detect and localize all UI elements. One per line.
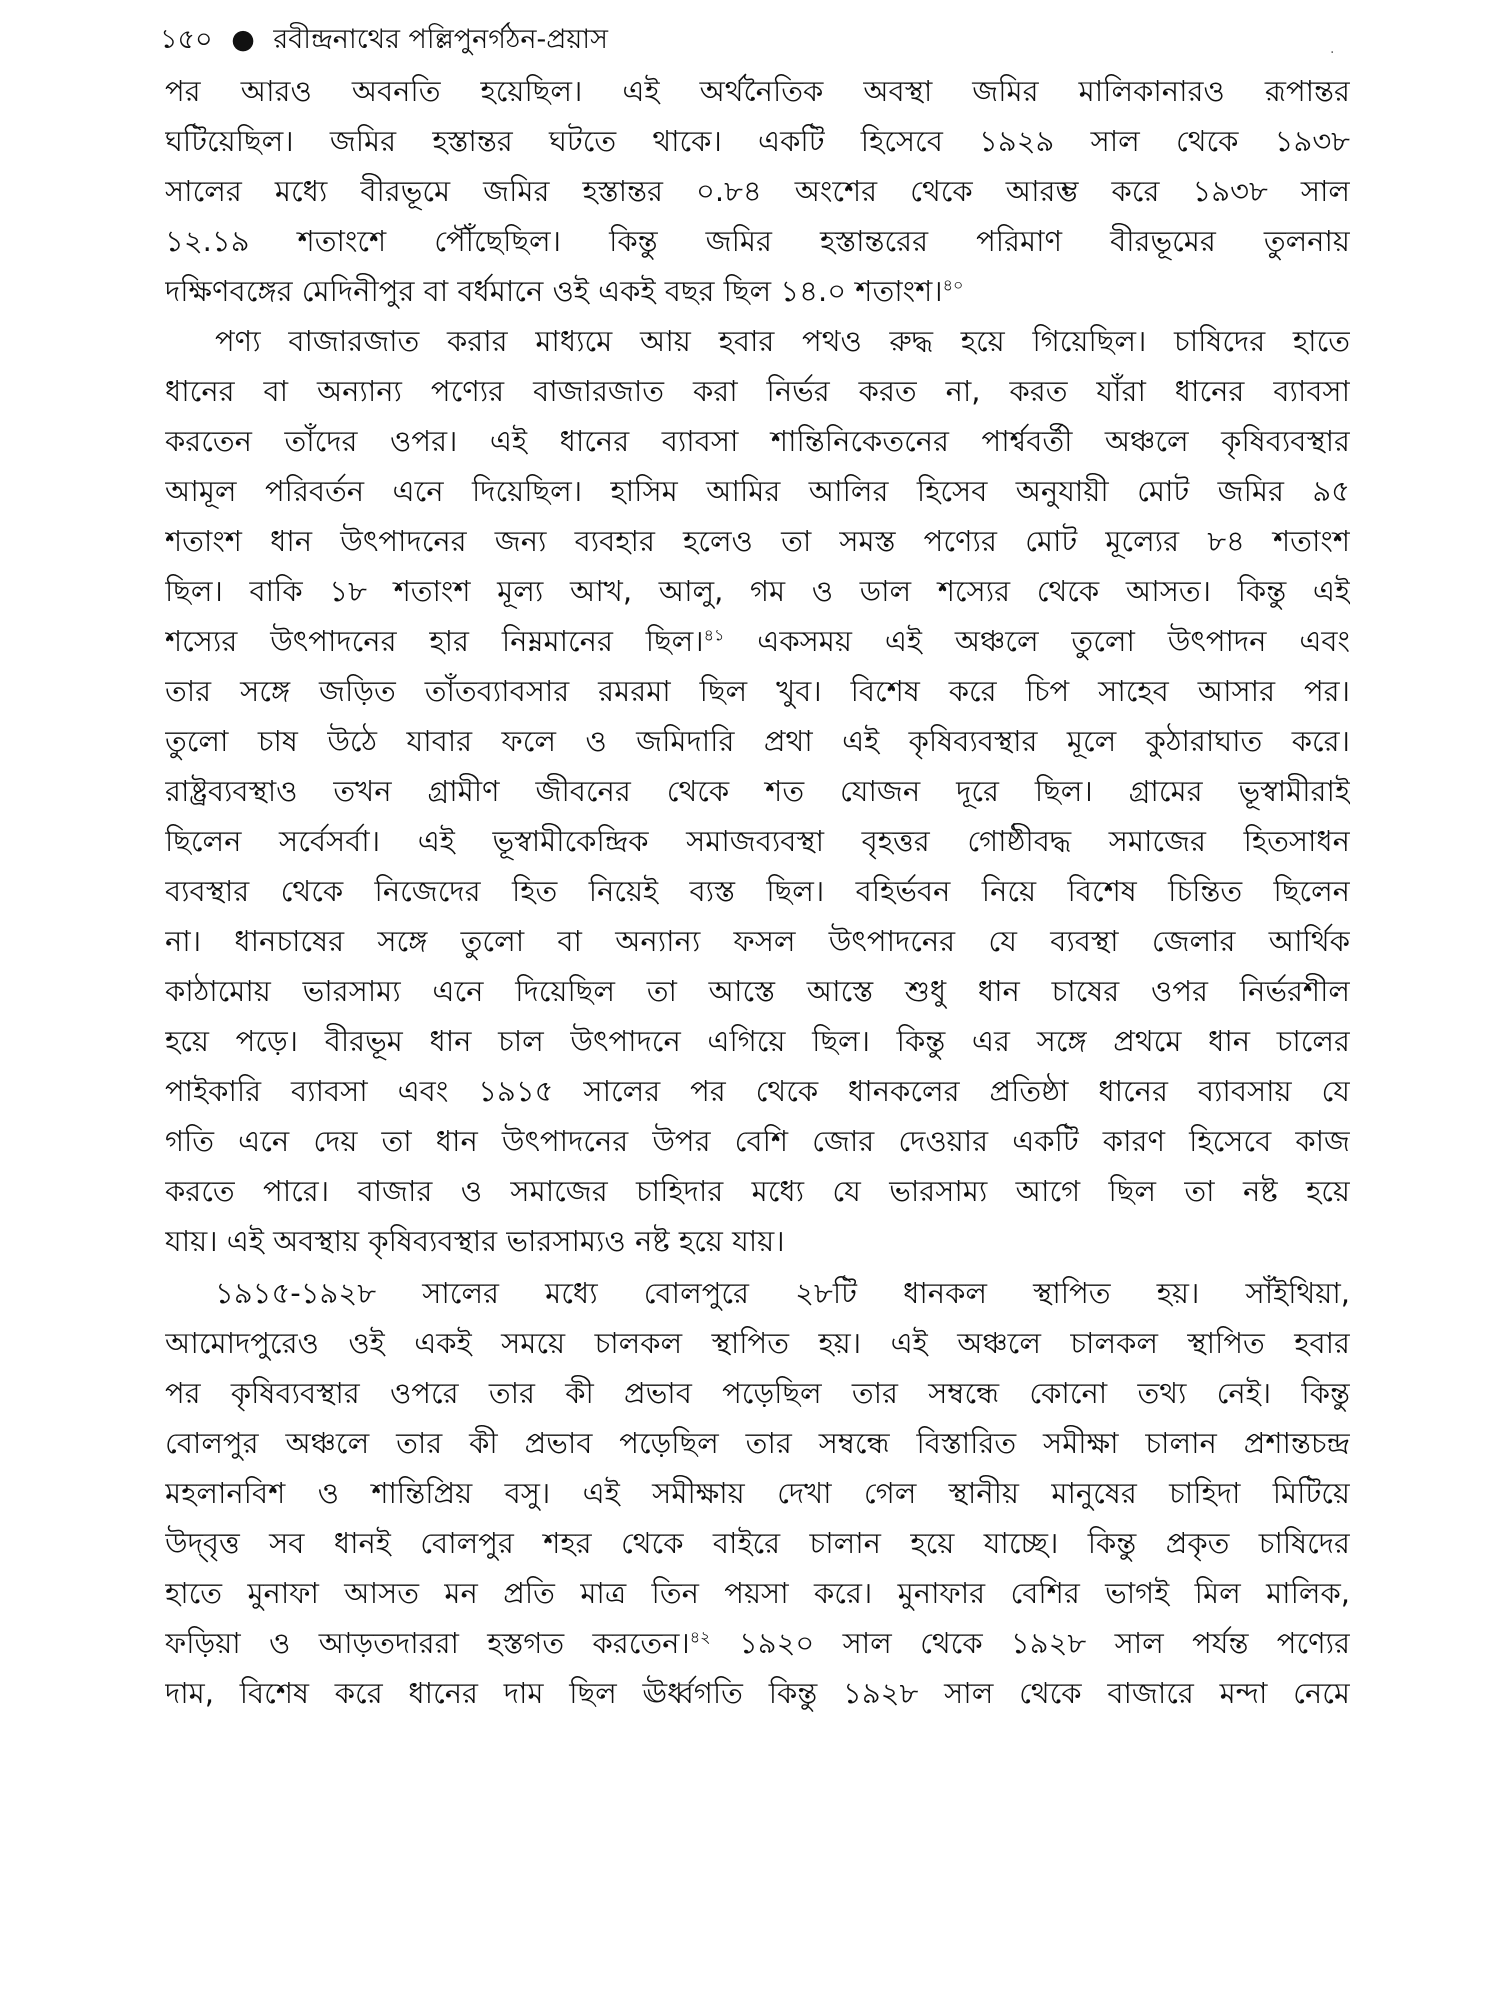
text-line: যায়। এই অবস্থায় কৃষিব্যবস্থার ভারসাম্যও নষ্ট হয়ে যায়।	[165, 1224, 785, 1258]
text-line: রাষ্ট্রব্যবস্থাও তখন গ্রামীণ জীবনের থেকে শত যোজন দূরে ছিল। গ্রামের ভূস্বামীরাই	[165, 774, 1350, 808]
text-line: ফড়িয়া ও আড়তদাররা হস্তগত করতেন।$^{৪২}$ ১৯২০ সাল থেকে ১৯২৮ সাল পর্যন্ত পণ্যের	[165, 1626, 1350, 1660]
text-line: পর কৃষিব্যবস্থার ওপরে তার কী প্রভাব পড়েছিল তার সম্বন্ধে কোনো তথ্য নেই। কিন্তু	[165, 1376, 1350, 1410]
text-line: কাঠামোয় ভারসাম্য এনে দিয়েছিল তা আস্তে আস্তে শুধু ধান চাষের ওপর নির্ভরশীল	[165, 974, 1350, 1008]
page-number: ১৫০	[160, 24, 213, 55]
text-line: পর আরও অবনতি হয়েছিল। এই অর্থনৈতিক অবস্থা জমির মালিকানারও রূপান্তর	[165, 74, 1350, 108]
text-line: বোলপুর অঞ্চলে তার কী প্রভাব পড়েছিল তার সম্বন্ধে বিস্তারিত সমীক্ষা চালান প্রশান্তচন্দ্র	[165, 1426, 1350, 1460]
text-line: হয়ে পড়ে। বীরভূম ধান চাল উৎপাদনে এগিয়ে ছিল। কিন্তু এর সঙ্গে প্রথমে ধান চালের	[165, 1024, 1350, 1058]
text-line: ১২.১৯ শতাংশে পৌঁছেছিল। কিন্তু জমির হস্তান্তরের পরিমাণ বীরভূমের তুলনায়	[165, 224, 1350, 258]
text-line: আমূল পরিবর্তন এনে দিয়েছিল। হাসিম আমির আলির হিসেব অনুযায়ী মোট জমির ৯৫	[165, 474, 1350, 508]
text-line: দক্ষিণবঙ্গের মেদিনীপুর বা বর্ধমানে ওই একই বছর ছিল ১৪.০ শতাংশ।$^{৪০}$	[165, 274, 964, 308]
footnote-ref: ৪১	[703, 625, 725, 645]
text-line: তার সঙ্গে জড়িত তাঁতব্যাবসার রমরমা ছিল খুব। বিশেষ করে চিপ সাহেব আসার পর।	[165, 674, 1350, 708]
text-line: ছিলেন সর্বেসর্বা। এই ভূস্বামীকেন্দ্রিক সমাজব্যবস্থা বৃহত্তর গোষ্ঠীবদ্ধ সমাজের হিতসাধন	[165, 824, 1350, 858]
stray-mark: ·	[1330, 45, 1335, 61]
text-line: আমোদপুরেও ওই একই সময়ে চালকল স্থাপিত হয়। এই অঞ্চলে চালকল স্থাপিত হবার	[165, 1326, 1350, 1360]
text-line: করতে পারে। বাজার ও সমাজের চাহিদার মধ্যে যে ভারসাম্য আগে ছিল তা নষ্ট হয়ে	[165, 1174, 1350, 1208]
text-line: ছিল। বাকি ১৮ শতাংশ মূল্য আখ, আলু, গম ও ডাল শস্যের থেকে আসত। কিন্তু এই	[165, 574, 1350, 608]
footnote-ref: ৪০	[942, 275, 964, 295]
footnote-ref: ৪২	[689, 1627, 711, 1647]
text-line: দাম, বিশেষ করে ধানের দাম ছিল ঊর্ধ্বগতি কিন্তু ১৯২৮ সাল থেকে বাজারে মন্দা নেমে	[165, 1676, 1350, 1710]
paragraph-start: ১৯১৫-১৯২৮ সালের মধ্যে বোলপুরে ২৮টি ধানকল স্থাপিত হয়। সাঁইথিয়া,	[215, 1276, 1350, 1310]
text-line: শতাংশ ধান উৎপাদনের জন্য ব্যবহার হলেও তা সমস্ত পণ্যের মোট মূল্যের ৮৪ শতাংশ	[165, 524, 1350, 558]
text-line: শস্যের উৎপাদনের হার নিম্নমানের ছিল।$^{৪১}$ একসময় এই অঞ্চলে তুলো উৎপাদন এবং	[165, 624, 1350, 658]
text-line: না। ধানচাষের সঙ্গে তুলো বা অন্যান্য ফসল উৎপাদনের যে ব্যবস্থা জেলার আর্থিক	[165, 924, 1350, 958]
text-line: পাইকারি ব্যাবসা এবং ১৯১৫ সালের পর থেকে ধানকলের প্রতিষ্ঠা ধানের ব্যাবসায় যে	[165, 1074, 1350, 1108]
header-bullet: ●	[231, 24, 255, 55]
text-line: তুলো চাষ উঠে যাবার ফলে ও জমিদারি প্রথা এই কৃষিব্যবস্থার মূলে কুঠারাঘাত করে।	[165, 724, 1350, 758]
text-line: সালের মধ্যে বীরভূমে জমির হস্তান্তর ০.৮৪ অংশের থেকে আরম্ভ করে ১৯৩৮ সাল	[165, 174, 1350, 208]
text-line: ঘটিয়েছিল। জমির হস্তান্তর ঘটতে থাকে। একটি হিসেবে ১৯২৯ সাল থেকে ১৯৩৮	[165, 124, 1350, 158]
paragraph-start: পণ্য বাজারজাত করার মাধ্যমে আয় হবার পথও রুদ্ধ হয়ে গিয়েছিল। চাষিদের হাতে	[215, 324, 1350, 358]
text-line: মহলানবিশ ও শান্তিপ্রিয় বসু। এই সমীক্ষায় দেখা গেল স্থানীয় মানুষের চাহিদা মিটিয়ে	[165, 1476, 1350, 1510]
text-line: উদ্‌বৃত্ত সব ধানই বোলপুর শহর থেকে বাইরে চালান হয়ে যাচ্ছে। কিন্তু প্রকৃত চাষিদের	[165, 1526, 1350, 1560]
running-title: রবীন্দ্রনাথের পল্লিপুনর্গঠন-প্রয়াস	[273, 24, 608, 55]
text-line: হাতে মুনাফা আসত মন প্রতি মাত্র তিন পয়সা করে। মুনাফার বেশির ভাগই মিল মালিক,	[165, 1576, 1350, 1610]
text-line: গতি এনে দেয় তা ধান উৎপাদনের উপর বেশি জোর দেওয়ার একটি কারণ হিসেবে কাজ	[165, 1124, 1350, 1158]
text-line: ধানের বা অন্যান্য পণ্যের বাজারজাত করা নির্ভর করত না, করত যাঁরা ধানের ব্যাবসা	[165, 374, 1350, 408]
text-line: ব্যবস্থার থেকে নিজেদের হিত নিয়েই ব্যস্ত ছিল। বহির্ভবন নিয়ে বিশেষ চিন্তিত ছিলেন	[165, 874, 1350, 908]
text-line: করতেন তাঁদের ওপর। এই ধানের ব্যাবসা শান্তিনিকেতনের পার্শ্ববর্তী অঞ্চলে কৃষিব্যবস্থার	[165, 424, 1350, 458]
